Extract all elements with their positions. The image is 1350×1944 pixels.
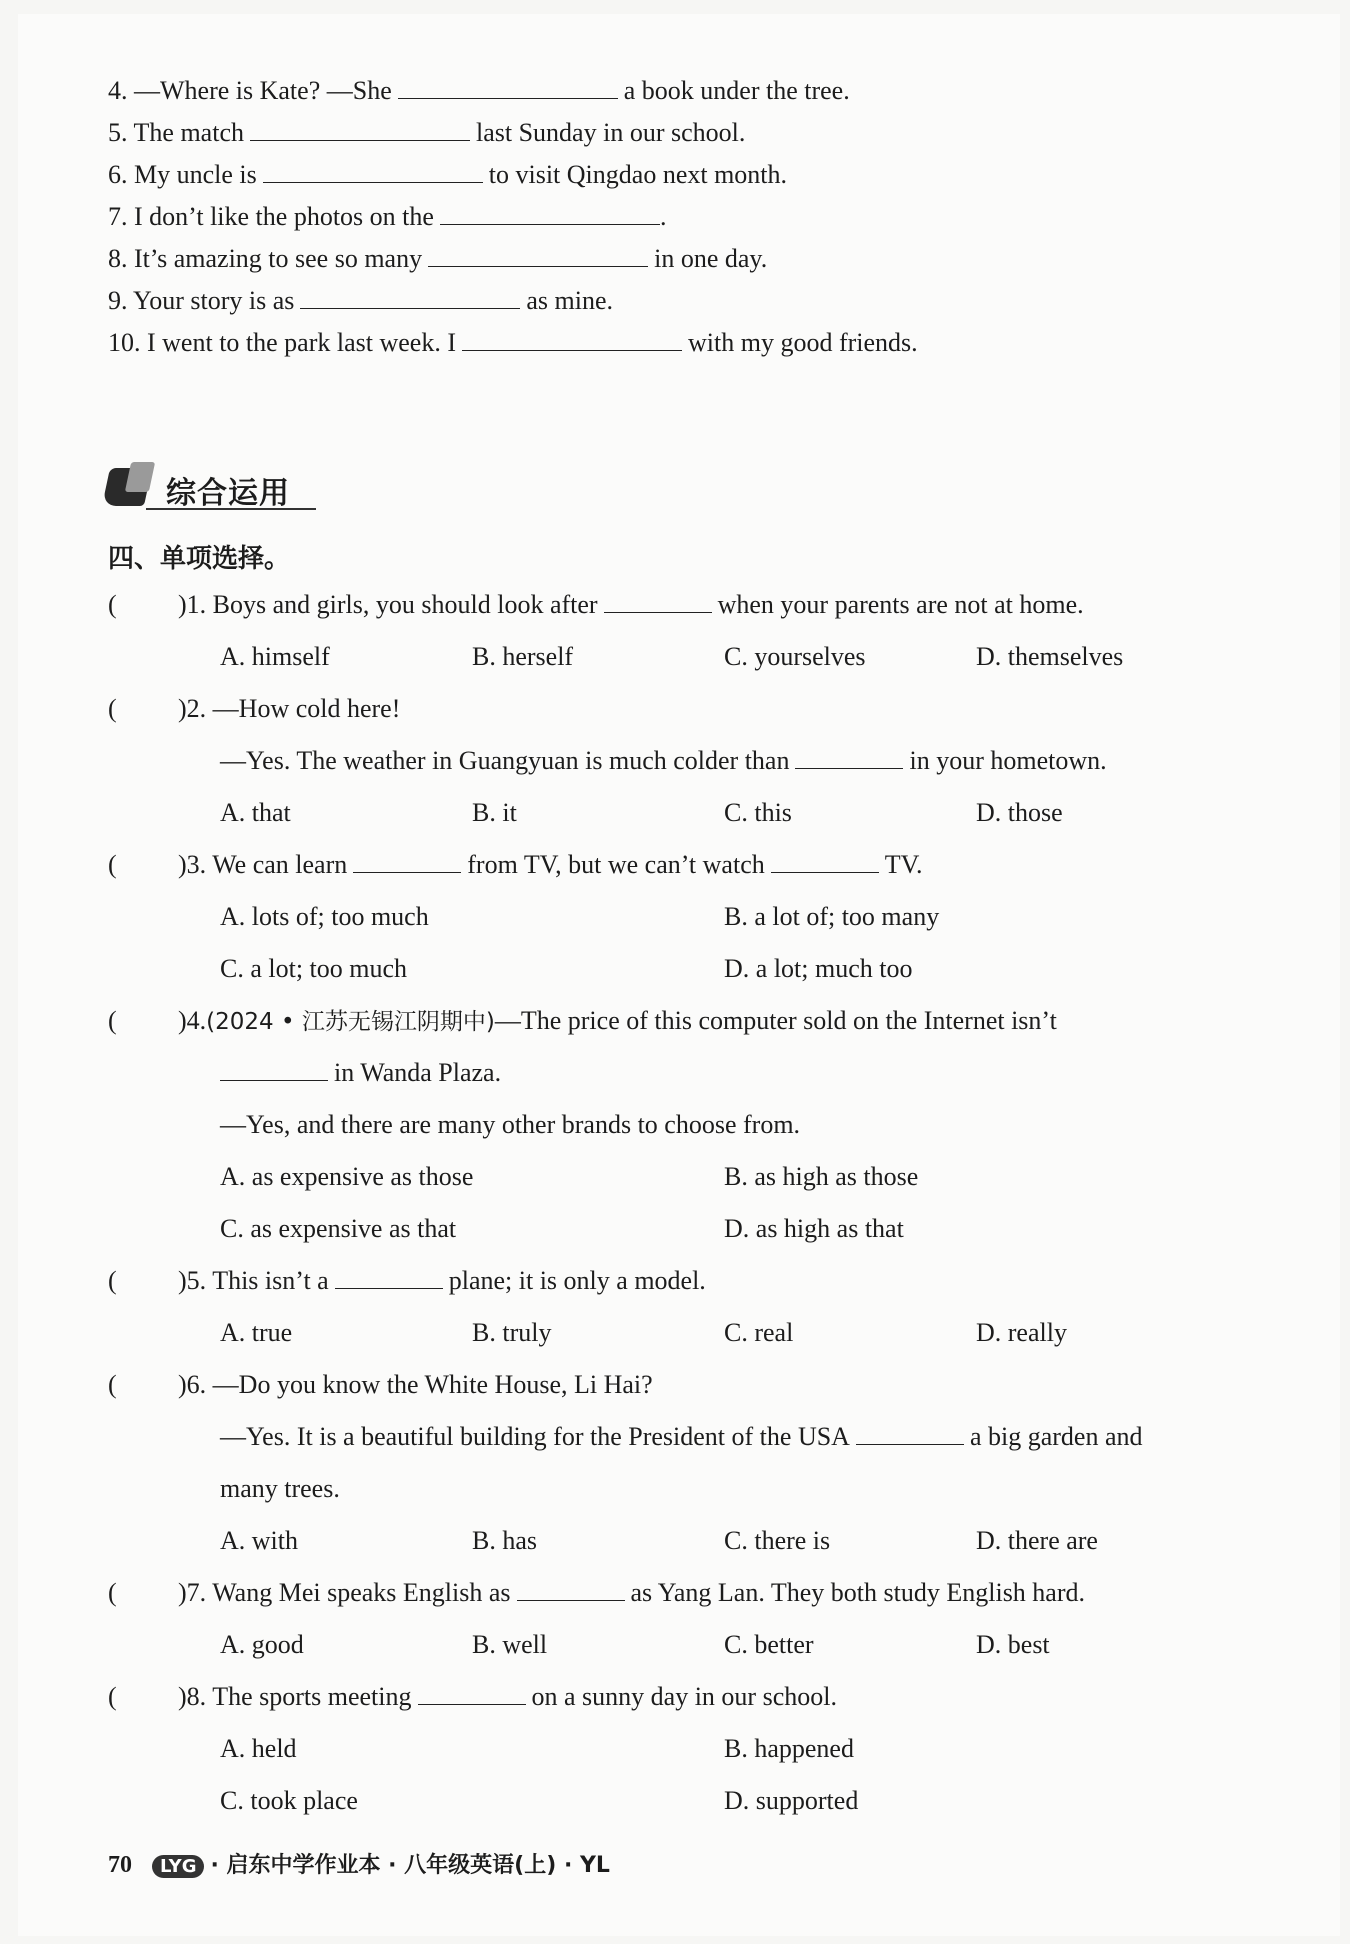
question-text: —Do you know the White House, Li Hai? [212,1370,653,1399]
answer-blank[interactable] [418,1682,526,1705]
section-heading [106,462,316,512]
question-text: Wang Mei speaks English as [212,1578,511,1607]
question-4-line-2 [214,1058,501,1088]
question-text: We can learn [212,850,348,879]
fill-in-item-8 [108,244,767,274]
question-2-line-2 [220,746,1107,776]
question-4 [178,1006,1057,1037]
option-a[interactable]: A. that [220,798,291,827]
answer-paren[interactable]: ( [108,1682,117,1711]
answer-blank[interactable] [428,244,648,267]
question-text: TV. [884,850,923,879]
fill-in-text: 6. My uncle is [108,160,257,189]
fill-in-item-9 [108,286,613,316]
option-b[interactable]: B. a lot of; too many [724,902,940,931]
question-number: )2. [178,694,207,723]
page-footer [108,1848,610,1879]
section-title: 综合运用 [166,476,290,511]
answer-paren[interactable]: ( [108,1006,117,1035]
option-b[interactable]: B. happened [724,1734,854,1763]
question-text: —Yes. It is a beautiful building for the President of the USA [220,1422,850,1451]
question-6 [178,1370,653,1400]
answer-paren[interactable]: ( [108,1370,117,1399]
question-text: a big garden and [969,1422,1143,1451]
question-text: —The price of this computer sold on the Internet isn’t [494,1006,1057,1035]
answer-blank[interactable] [353,850,461,873]
question-1 [178,590,1084,620]
question-6-line-3: many trees. [220,1474,340,1503]
question-text: when your parents are not at home. [717,590,1084,619]
answer-blank[interactable] [250,118,470,141]
fill-in-text: . [659,202,667,231]
fill-in-item-6 [108,160,787,190]
fill-in-text: in one day. [654,244,768,273]
option-b[interactable]: B. well [472,1630,548,1659]
question-text: This isn’t a [212,1266,329,1295]
fill-in-text: 4. —Where is Kate? —She [108,76,392,105]
question-text: —Yes. The weather in Guangyuan is much colder than [220,746,790,775]
answer-blank[interactable] [398,76,618,99]
fill-in-text: to visit Qingdao next month. [488,160,788,189]
option-c[interactable]: C. yourselves [724,642,866,671]
question-number: )4. [178,1006,207,1035]
question-number: )7. [178,1578,207,1607]
option-a[interactable]: A. lots of; too much [220,902,429,931]
option-c[interactable]: C. a lot; too much [220,954,408,983]
answer-blank[interactable] [771,850,879,873]
option-d[interactable]: D. really [976,1318,1067,1347]
option-c[interactable]: C. better [724,1630,814,1659]
question-number: )1. [178,590,207,619]
option-c[interactable]: C. there is [724,1526,831,1555]
option-a[interactable]: A. true [220,1318,293,1347]
question-5 [178,1266,706,1296]
question-number: )8. [178,1682,207,1711]
answer-blank[interactable] [263,160,483,183]
question-3 [178,850,923,880]
fill-in-item-10 [108,328,918,358]
fill-in-text: 8. It’s amazing to see so many [108,244,423,273]
answer-blank[interactable] [795,746,903,769]
answer-paren[interactable]: ( [108,590,117,619]
fill-in-text: 5. The match [108,118,244,147]
fill-in-text: as mine. [526,286,614,315]
question-2 [178,694,400,724]
question-8 [178,1682,837,1712]
option-b[interactable]: B. has [472,1526,537,1555]
option-a[interactable]: A. himself [220,642,330,671]
exercise-heading: 四、单项选择。 [108,544,291,574]
option-d[interactable]: D. themselves [976,642,1124,671]
answer-blank[interactable] [440,202,660,225]
option-b[interactable]: B. herself [472,642,574,671]
option-d[interactable]: D. those [976,798,1063,827]
option-c[interactable]: C. took place [220,1786,358,1815]
question-text: plane; it is only a model. [448,1266,706,1295]
fill-in-text: a book under the tree. [623,76,850,105]
answer-blank[interactable] [300,286,520,309]
option-c[interactable]: C. as expensive as that [220,1214,457,1243]
question-text: in your hometown. [909,746,1107,775]
question-text: in Wanda Plaza. [334,1058,502,1087]
question-text: —How cold here! [212,694,401,723]
option-a[interactable]: A. held [220,1734,297,1763]
option-c[interactable]: C. this [724,798,792,827]
fill-in-item-5 [108,118,745,148]
option-b[interactable]: B. as high as those [724,1162,919,1191]
question-text: on a sunny day in our school. [531,1682,837,1711]
answer-blank[interactable] [517,1578,625,1601]
question-text: as Yang Lan. They both study English hard. [630,1578,1086,1607]
option-b[interactable]: B. truly [472,1318,552,1347]
question-number: )5. [178,1266,207,1295]
answer-blank[interactable] [856,1422,964,1445]
question-number: )6. [178,1370,207,1399]
fill-in-text: 10. I went to the park last week. I [108,328,457,357]
fill-in-item-7 [108,202,666,232]
answer-paren[interactable]: ( [108,850,117,879]
answer-blank[interactable] [604,590,712,613]
option-d[interactable]: D. a lot; much too [724,954,913,983]
answer-blank[interactable] [462,328,682,351]
fill-in-text: 9. Your story is as [108,286,295,315]
question-6-line-2 [220,1422,1143,1452]
fill-in-text: with my good friends. [688,328,918,357]
question-4-line-3: —Yes, and there are many other brands to choose from. [220,1110,801,1139]
section-underline [146,508,316,510]
option-a[interactable]: A. as expensive as those [220,1162,474,1191]
question-number: )3. [178,850,207,879]
answer-blank[interactable] [220,1058,328,1081]
option-b[interactable]: B. it [472,798,517,827]
option-d[interactable]: D. there are [976,1526,1098,1555]
section-badge-accent [125,462,155,492]
answer-blank[interactable] [335,1266,443,1289]
option-a[interactable]: A. with [220,1526,298,1555]
option-d[interactable]: D. as high as that [724,1214,904,1243]
question-text: The sports meeting [212,1682,412,1711]
answer-paren[interactable]: ( [108,1578,117,1607]
answer-paren[interactable]: ( [108,1266,117,1295]
question-source: (2024 • 江苏无锡江阴期中) [206,1009,495,1035]
option-d[interactable]: D. best [976,1630,1050,1659]
fill-in-text: last Sunday in our school. [475,118,746,147]
option-d[interactable]: D. supported [724,1786,859,1815]
answer-paren[interactable]: ( [108,694,117,723]
question-text: Boys and girls, you should look after [212,590,598,619]
option-c[interactable]: C. real [724,1318,794,1347]
question-text: from TV, but we can’t watch [467,850,765,879]
option-a[interactable]: A. good [220,1630,304,1659]
book-title: · 启东中学作业本 · 八年级英语(上) · YL [210,1853,610,1878]
publisher-logo: LYG [152,1855,204,1878]
question-7 [178,1578,1085,1608]
page-number: 70 [108,1852,132,1878]
fill-in-item-4 [108,76,850,106]
fill-in-text: 7. I don’t like the photos on the [108,202,434,231]
